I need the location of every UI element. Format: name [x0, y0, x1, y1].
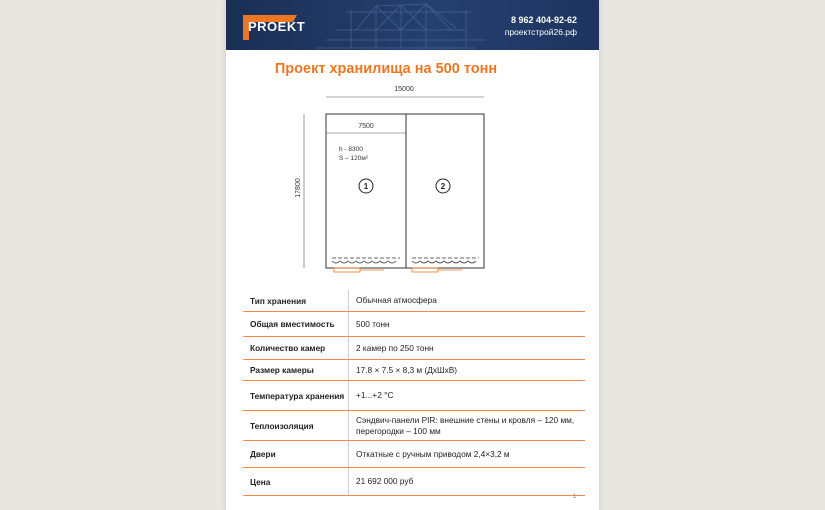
- spec-row-doors: [243, 441, 585, 468]
- sliding-doors: [334, 268, 462, 272]
- spec-label: Двери: [250, 449, 276, 459]
- spec-label: Цена: [250, 476, 271, 487]
- spec-row-capacity: [243, 312, 585, 337]
- spec-label: Размер камеры: [250, 365, 314, 375]
- spec-value: 21 692 000 руб: [348, 468, 585, 495]
- website-link[interactable]: проектстрой26.рф: [504, 27, 577, 37]
- spec-value: 2 камер по 250 тонн: [348, 337, 585, 359]
- spec-value: +1...+2 °С: [348, 381, 585, 410]
- page-title: Проект хранилища на 500 тонн: [274, 61, 498, 77]
- spec-row-chamber-count: [243, 337, 585, 360]
- spec-row-temperature: [243, 381, 585, 411]
- specifications-table: [243, 290, 585, 496]
- spec-label: Тип хранения: [250, 295, 307, 306]
- height-note: h - 8300: [339, 146, 363, 153]
- spec-label: Теплоизоляция: [250, 420, 314, 431]
- spec-value: 500 тонн: [348, 312, 585, 336]
- total-width-label: 15000: [394, 86, 414, 93]
- spec-value: 17.8 × 7.5 × 8,3 м (ДхШхВ): [348, 360, 585, 380]
- phone-number: 8 962 404-92-62: [510, 15, 577, 25]
- spec-value: Сэндвич-панели PIR: внешние стены и кровля – 120 мм, перегородки – 100 мм: [348, 411, 585, 440]
- page-number: 1: [573, 494, 577, 500]
- chamber-width-label: 7500: [358, 123, 374, 130]
- depth-label: 17800: [295, 178, 302, 198]
- storage-outline: [326, 114, 484, 268]
- spec-value: Обычная атмосфера: [348, 290, 585, 311]
- spec-label: Общая вместимость: [250, 319, 335, 329]
- spec-row-chamber-size: [243, 360, 585, 381]
- chamber-2-label: 2: [440, 182, 446, 191]
- contact-block: [505, 14, 577, 38]
- page-header: [226, 0, 599, 50]
- chamber-1-label: 1: [363, 182, 369, 191]
- spec-row-price: [243, 468, 585, 496]
- logo-text: PROEKT: [248, 19, 306, 34]
- spec-row-insulation: [243, 411, 585, 441]
- document-page: [226, 0, 599, 510]
- spec-row-storage-type: [243, 290, 585, 312]
- floor-plan-diagram: [286, 80, 506, 280]
- area-note: S – 120м²: [339, 155, 369, 162]
- spec-value: Откатные с ручным приводом 2,4×3,2 м: [348, 441, 585, 467]
- spec-label: Температура хранения: [250, 390, 345, 401]
- spec-label: Количество камер: [250, 343, 326, 353]
